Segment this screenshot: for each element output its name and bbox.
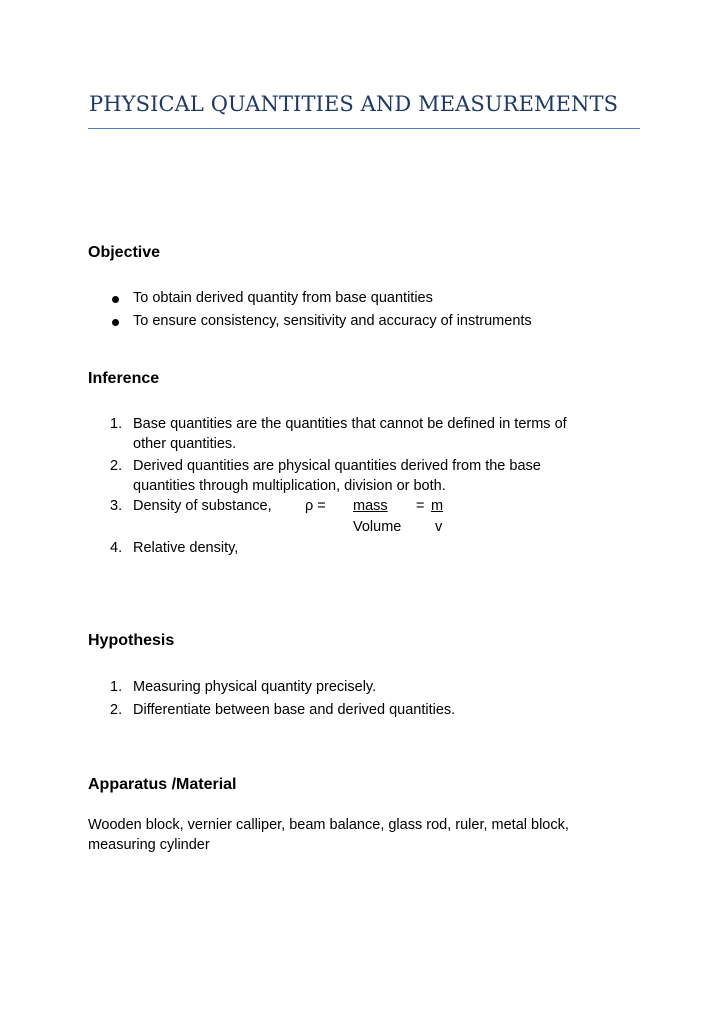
page-title: PHYSICAL QUANTITIES AND MEASUREMENTS [89,92,619,116]
apparatus-line-2: measuring cylinder [88,837,210,853]
inference-item-2-line-2: quantities through multiplication, division or both. [133,478,446,494]
inference-number-1: 1. [110,416,123,432]
inference-item-1-line-2: other quantities. [133,436,237,452]
objective-item-2: To ensure consistency, sensitivity and accuracy of instruments [133,313,532,329]
hypothesis-number-2: 2. [110,702,123,718]
hypothesis-item-2: Differentiate between base and derived quantities. [133,702,456,718]
density-denominator: Volume [353,519,402,535]
inference-item-2-line-1: Derived quantities are physical quantities derived from the base [133,458,541,474]
density-label: Density of substance, [133,498,272,514]
objective-item-1: To obtain derived quantity from base quantities [133,290,433,306]
density-v: v [435,519,443,535]
density-equals: = [416,498,425,514]
hypothesis-item-1: Measuring physical quantity precisely. [133,679,377,695]
bullet-icon [112,319,119,326]
inference-heading: Inference [88,370,160,387]
density-m: m [431,498,444,514]
bullet-icon [112,296,119,303]
objective-heading: Objective [88,244,161,261]
apparatus-heading: Apparatus /Material [88,776,237,793]
apparatus-line-1: Wooden block, vernier calliper, beam balance, glass rod, ruler, metal block, [88,817,569,833]
inference-number-3: 3. [110,498,123,514]
inference-number-2: 2. [110,458,123,474]
title-underline [88,128,640,129]
inference-number-4: 4. [110,540,123,556]
hypothesis-heading: Hypothesis [88,632,175,649]
hypothesis-number-1: 1. [110,679,123,695]
density-symbol: ρ = [305,498,326,514]
inference-item-1-line-1: Base quantities are the quantities that cannot be defined in terms of [133,416,567,432]
density-numerator: mass [353,498,388,514]
inference-item-4: Relative density, [133,540,239,556]
